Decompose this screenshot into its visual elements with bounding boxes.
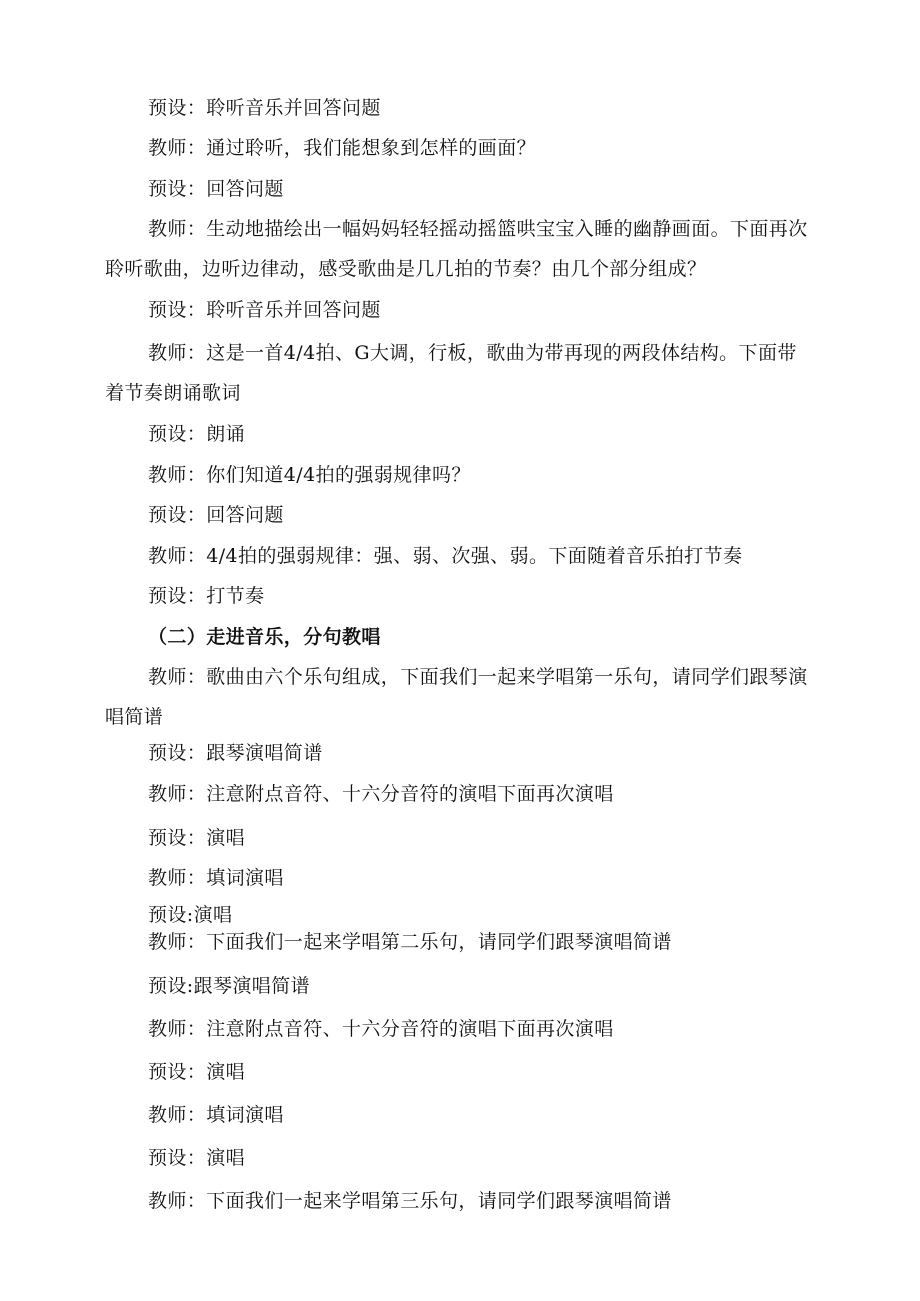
paragraph-10: 教师：4/4拍的强弱规律：强、弱、次强、弱。下面随着音乐拍打节奏 — [148, 545, 743, 567]
paragraph-1: 预设：聆听音乐并回答问题 — [148, 97, 381, 119]
paragraph-16: 教师：填词演唱 — [148, 867, 284, 889]
paragraph-9: 预设：回答问题 — [148, 504, 284, 526]
paragraph-23: 预设：演唱 — [148, 1147, 246, 1169]
paragraph-24: 教师：下面我们一起来学唱第三乐句，请同学们跟琴演唱简谱 — [148, 1190, 672, 1212]
paragraph-21: 预设：演唱 — [148, 1061, 246, 1083]
paragraph-20: 教师：注意附点音符、十六分音符的演唱下面再次演唱 — [148, 1018, 614, 1040]
paragraph-4: 教师：生动地描绘出一幅妈妈轻轻摇动摇篮哄宝宝入睡的幽静画面。下面再次聆听歌曲，边听边律动，感受歌曲是几几拍的节奏？由几个部分组成？ — [105, 218, 808, 280]
paragraph-17: 预设:演唱 — [148, 904, 233, 926]
paragraph-11: 预设：打节奏 — [148, 585, 265, 607]
paragraph-8: 教师：你们知道4/4拍的强弱规律吗？ — [148, 464, 471, 486]
paragraph-22: 教师：填词演唱 — [148, 1104, 284, 1126]
paragraph-3: 预设：回答问题 — [148, 178, 284, 200]
paragraph-13: 预设：跟琴演唱简谱 — [148, 742, 323, 764]
paragraph-5: 预设：聆听音乐并回答问题 — [148, 299, 381, 321]
paragraph-2: 教师：通过聆听，我们能想象到怎样的画面？ — [148, 137, 537, 159]
paragraph-6: 教师：这是一首4/4拍、G大调，行板，歌曲为带再现的两段体结构。下面带着节奏朗诵歌词 — [105, 342, 797, 404]
paragraph-18: 教师：下面我们一起来学唱第二乐句，请同学们跟琴演唱简谱 — [148, 931, 672, 953]
paragraph-14: 教师：注意附点音符、十六分音符的演唱下面再次演唱 — [148, 783, 614, 805]
paragraph-15: 预设：演唱 — [148, 827, 246, 849]
paragraph-12: 教师：歌曲由六个乐句组成，下面我们一起来学唱第一乐句，请同学们跟琴演唱简谱 — [105, 666, 808, 728]
paragraph-19: 预设:跟琴演唱简谱 — [148, 975, 311, 997]
section-heading: （二）走进音乐，分句教唱 — [148, 626, 381, 648]
paragraph-7: 预设：朗诵 — [148, 423, 246, 445]
